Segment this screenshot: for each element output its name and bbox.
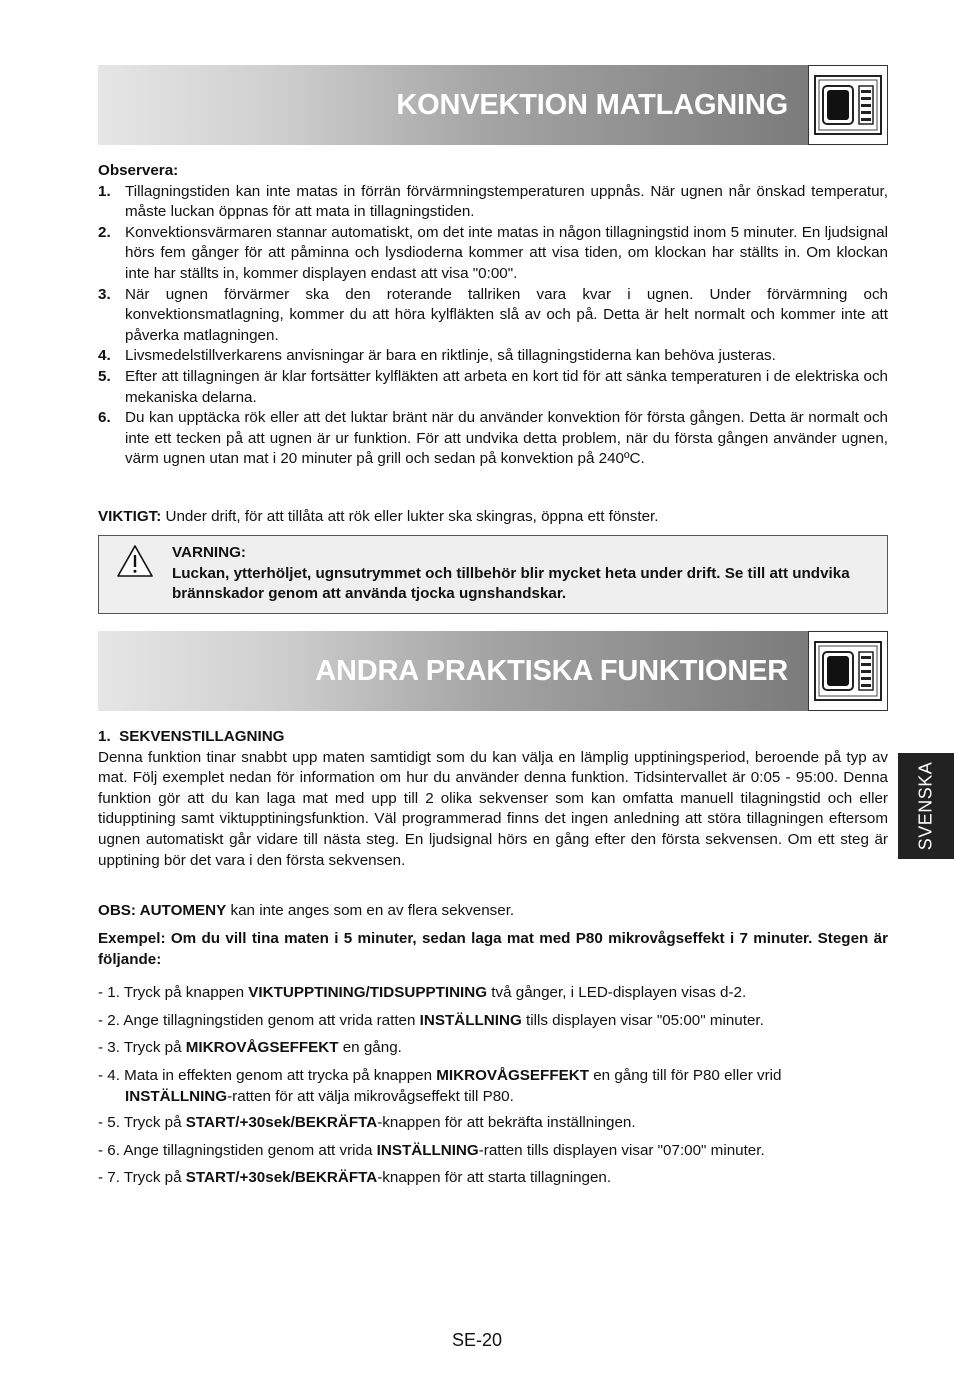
warning-triangle-icon [116, 543, 154, 579]
page-number: SE-20 [451, 1330, 503, 1350]
step-item: - 3. Tryck på MIKROVÅGSEFFEKT en gång. [98, 1039, 402, 1056]
observe-label: Observera: [98, 162, 179, 179]
obs-note [98, 901, 888, 922]
step-item: - 5. Tryck på START/+30sek/BEKRÄFTA-knappen för att bekräfta inställningen. [98, 1114, 636, 1131]
microwave-icon [808, 65, 888, 145]
list-item: 6. Du kan upptäcka rök eller att det luktar bränt när du använder konvektion för första gången. Detta är normalt och inte ett tecken på att ugnen är ur funktion. För att undvika detta problem, när du första gången använder ugnen, värm ugnen utan mat i 20 minuter på grill och sedan på konvektion på 240ºC. [98, 409, 888, 468]
list-item: 5. Efter att tillagningen är klar fortsätter kylfläkten att arbeta en kort tid för att sänka temperaturen i de elektriska och mekaniska delarna. [98, 367, 888, 406]
sequence-paragraph: Denna funktion tinar snabbt upp maten samtidigt som du kan välja en lämplig upptiningsperiod, beroende på typ av mat. Följ exemplet nedan för information om hur du använder denna funktion. Tidsintervallet är 0:05 - 95:00. Denna funktion gör att du kan laga mat med upp till 2 olika sekvenser som kan omfatta manuell tilagningstid och eller tidupptining samt viktupptiningsfunktion. Väl programmerad finns det ingen anledning att störa tillagningen eftersom ugnen automatiskt går vidare till nästa steg. En ljudsignal hörs en gång efter den första sekvensen. Om ett steg är upptining bör det vara i den första sekvensen. [98, 748, 888, 869]
step-item: - 4. Mata in effekten genom att trycka på knappen MIKROVÅGSEFFEKT en gång till för P80 eller vrid INSTÄLLNING-ratten för att välja mikrovågseffekt till P80. [98, 1067, 782, 1105]
language-tab [898, 753, 954, 859]
section-banner-konvektion [98, 65, 888, 145]
microwave-icon [808, 631, 888, 711]
sub-heading: 1. SEKVENSTILLAGNING [98, 728, 285, 745]
important-text: Under drift, för att tillåta att rök eller lukter ska skingras, öppna ett fönster. [161, 508, 659, 525]
step-item: - 6. Ange tillagningstiden genom att vrida INSTÄLLNING-ratten tills displayen visar "07:00" minuter. [98, 1142, 765, 1159]
language-tab-label: SVENSKA [915, 761, 936, 851]
step-item: - 1. Tryck på knappen VIKTUPPTINING/TIDSUPPTINING två gånger, i LED-displayen visas d-2. [98, 984, 747, 1001]
section-title: ANDRA PRAKTISKA FUNKTIONER [315, 655, 788, 687]
list-item: 4. Livsmedelstillverkarens anvisningar är bara en riktlinje, så tillagningstiderna kan behöva justeras. [98, 347, 776, 365]
warning-title: VARNING: [172, 544, 246, 561]
section-banner-andra [98, 631, 888, 711]
step-item: - 2. Ange tillagningstiden genom att vrida ratten INSTÄLLNING tills displayen visar "05:00" minuter. [98, 1012, 764, 1029]
list-item: 2. Konvektionsvärmaren stannar automatiskt, om det inte matas in någon tillagningstid inom 5 minuter. En ljudsignal hörs fem gånger för att påminna och lysdioderna kommer att visa tiden, om klockan har ställts in. Om klockan inte har ställts in, kommer displayen endast att visa "0:00". [98, 223, 888, 282]
step-item: - 7. Tryck på START/+30sek/BEKRÄFTA-knappen för att starta tillagningen. [98, 1169, 612, 1186]
section-title: KONVEKTION MATLAGNING [396, 89, 788, 121]
warning-text-block [172, 543, 873, 605]
important-label: VIKTIGT: [98, 508, 162, 525]
list-item: 1. Tillagningstiden kan inte matas in förrän förvärmningstemperaturen uppnås. När ugnen når önskad temperatur, måste luckan öppnas för att mata in tillagningstiden. [98, 182, 888, 221]
sequence-section [98, 727, 888, 871]
observe-block [98, 161, 888, 470]
warning-box [98, 535, 888, 614]
obs-text: kan inte anges som en av flera sekvenser. [226, 902, 515, 919]
important-note [98, 507, 888, 528]
warning-text: Luckan, ytterhöljet, ugnsutrymmet och tillbehör blir mycket heta under drift. Se till att undvika brännskador genom att använda tjocka ugnshandskar. [172, 564, 850, 603]
example-heading: Exempel: Om du vill tina maten i 5 minuter, sedan laga mat med P80 mikrovågseffekt i 7 minuter. Stegen är följande: [98, 930, 888, 968]
obs-label: OBS: AUTOMENY [98, 902, 227, 919]
list-item: 3. När ugnen förvärmer ska den roterande tallriken vara kvar i ugnen. Under förvärmning och konvektionsmatlagning, kommer du att höra kylfläkten slå av och på. Detta är helt normalt och kommer inte att påverka matlagningen. [98, 285, 888, 344]
